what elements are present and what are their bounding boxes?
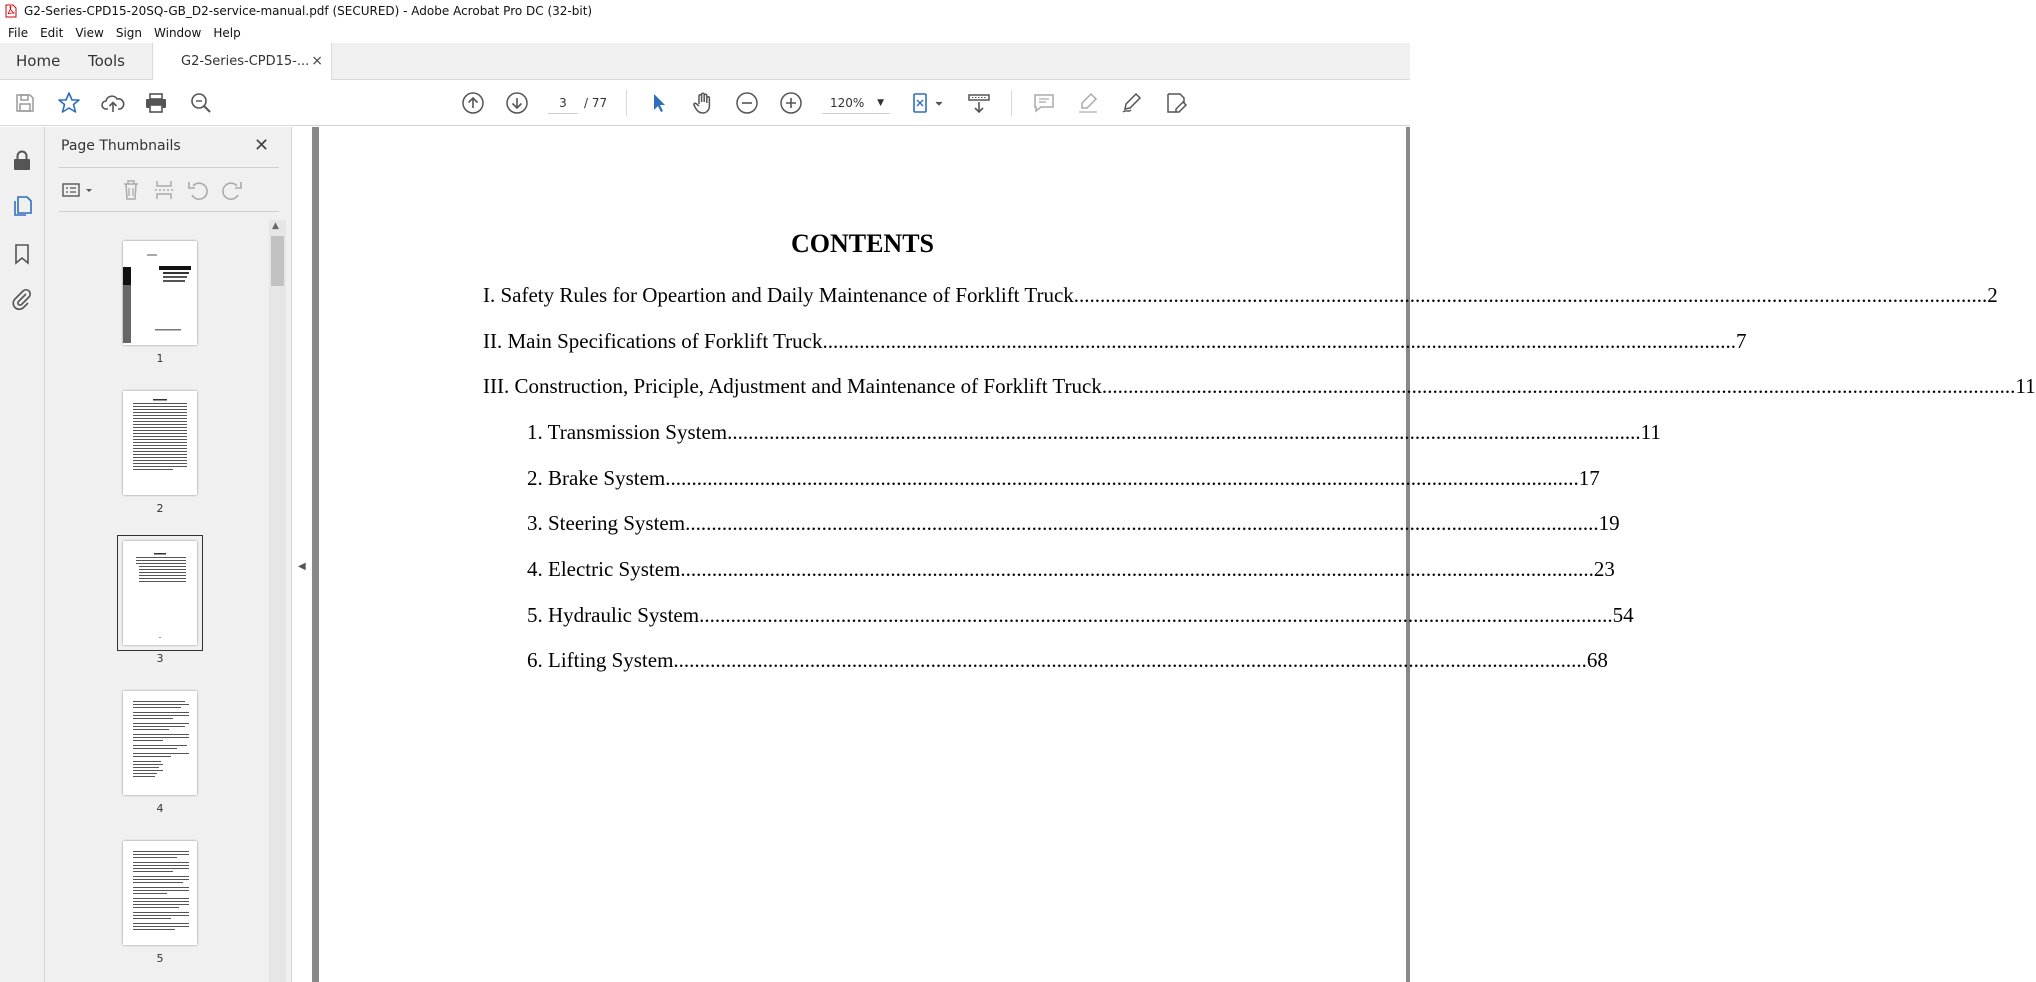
upload-cloud-icon[interactable] — [101, 91, 125, 115]
page-thumbnail-1[interactable] — [123, 241, 197, 345]
delete-page-icon[interactable] — [119, 178, 143, 202]
toc-entry — [527, 466, 1600, 491]
toc-page-number: 11 — [1640, 420, 1661, 444]
toc-entry-text: 3. Steering System — [527, 511, 686, 535]
toc-entry — [483, 374, 2036, 399]
thumbnail-label: 5 — [156, 952, 164, 965]
menu-file[interactable]: File — [8, 25, 29, 40]
page-thumbnail-3-selected[interactable] — [123, 541, 197, 645]
toc-page-number: 68 — [1586, 648, 1608, 672]
thumbnail-label: 2 — [156, 502, 164, 515]
toc-page-number: 23 — [1593, 557, 1615, 581]
toc-leader-dots: .............................................................................................................................................................................. — [727, 420, 1641, 444]
toc-entry-text: 4. Electric System — [527, 557, 681, 581]
bookmark-icon[interactable] — [11, 243, 33, 265]
attachment-paperclip-icon[interactable] — [11, 288, 33, 310]
fill-sign-icon[interactable] — [1120, 91, 1144, 115]
panel-collapse-strip[interactable] — [292, 127, 312, 982]
contents-heading: CONTENTS — [790, 229, 935, 258]
panel-divider — [59, 211, 279, 212]
pdf-page — [319, 127, 2036, 982]
toc-leader-dots: .............................................................................................................................................................................. — [673, 648, 1587, 672]
zoom-out-icon[interactable] — [735, 91, 759, 115]
edit-pdf-icon[interactable] — [1164, 91, 1188, 115]
toc-entry — [527, 420, 1661, 445]
tab-tools[interactable]: Tools — [88, 52, 125, 70]
page-thumbnail-2[interactable] — [123, 391, 197, 495]
rotate-left-icon[interactable] — [186, 178, 210, 202]
page-total: / 77 — [584, 96, 608, 110]
toc-leader-dots: .............................................................................................................................................................................. — [1101, 374, 2016, 398]
zoom-level-value: 120% — [830, 96, 865, 110]
panel-divider — [59, 167, 279, 168]
panel-title: Page Thumbnails — [61, 138, 181, 154]
toc-entry-text: 2. Brake System — [527, 466, 666, 490]
next-page-icon[interactable] — [505, 91, 529, 115]
thumbnail-label: 4 — [156, 802, 164, 815]
toolbar-divider — [626, 90, 627, 116]
collapse-arrow-icon[interactable]: ◀ — [298, 561, 306, 572]
hand-tool-icon[interactable] — [691, 91, 715, 115]
toc-leader-dots: .............................................................................................................................................................................. — [685, 511, 1599, 535]
toc-entry — [527, 557, 1615, 582]
tab-bar — [0, 43, 1410, 80]
fit-page-icon[interactable] — [911, 91, 945, 115]
zoom-in-icon[interactable] — [779, 91, 803, 115]
toc-entry-text: 1. Transmission System — [527, 420, 728, 444]
toolbar-divider — [1011, 90, 1012, 116]
page-thumbnails-panel — [45, 127, 292, 982]
zoom-level-select[interactable] — [822, 92, 890, 114]
print-icon[interactable] — [144, 91, 168, 115]
main-toolbar — [0, 80, 1410, 126]
toc-entry-text: I. Safety Rules for Opeartion and Daily Maintenance of Forklift Truck — [483, 283, 1074, 307]
title-bar — [0, 0, 1410, 22]
toc-page-number: 54 — [1612, 603, 1634, 627]
toc-entry — [527, 511, 1620, 536]
toc-entry — [483, 329, 1747, 354]
save-icon[interactable] — [13, 91, 37, 115]
scroll-up-arrow-icon[interactable]: ▲ — [272, 221, 279, 231]
tab-document[interactable] — [152, 43, 332, 80]
chevron-down-icon: ▼ — [877, 98, 884, 108]
toc-page-number: 2 — [1987, 283, 1998, 307]
scrollbar-thumb[interactable] — [271, 236, 284, 286]
toc-leader-dots: .............................................................................................................................................................................. — [822, 329, 1736, 353]
toc-leader-dots: .............................................................................................................................................................................. — [665, 466, 1579, 490]
lock-security-icon[interactable] — [11, 149, 33, 171]
toc-leader-dots: .............................................................................................................................................................................. — [699, 603, 1613, 627]
toc-entry-text: II. Main Specifications of Forklift Truck — [483, 329, 823, 353]
menu-view[interactable]: View — [75, 25, 104, 40]
toc-page-number: 7 — [1735, 329, 1747, 353]
toc-entry — [527, 648, 1608, 673]
thumbnail-label: 1 — [156, 352, 164, 365]
toc-leader-dots: .............................................................................................................................................................................. — [1073, 283, 1988, 307]
menu-edit[interactable]: Edit — [40, 25, 64, 40]
page-thumbnail-4[interactable] — [123, 691, 197, 795]
menu-window[interactable]: Window — [154, 25, 202, 40]
page-thumbnails-icon[interactable] — [11, 195, 33, 217]
select-cursor-icon[interactable] — [647, 91, 671, 115]
acrobat-pdf-icon — [4, 4, 18, 18]
toc-entry-text: 6. Lifting System — [527, 648, 674, 672]
panel-close-icon[interactable]: ✕ — [254, 135, 270, 156]
rotate-right-icon[interactable] — [220, 178, 244, 202]
star-bookmark-icon[interactable] — [57, 91, 81, 115]
toc-leader-dots: .............................................................................................................................................................................. — [680, 557, 1594, 581]
menu-sign[interactable]: Sign — [115, 25, 143, 40]
toc-page-number: 19 — [1598, 511, 1620, 535]
toc-page-number: 17 — [1578, 466, 1600, 490]
thumbnail-options-menu-icon[interactable] — [61, 178, 97, 202]
thumbnails-scrollbar[interactable] — [269, 220, 286, 982]
tab-document-label: G2-Series-CPD15-... — [181, 54, 310, 69]
menu-bar — [0, 22, 1410, 43]
left-navigation-rail — [0, 127, 45, 982]
toc-entry — [483, 283, 1998, 308]
comment-icon[interactable] — [1032, 91, 1056, 115]
tab-home[interactable]: Home — [16, 52, 61, 70]
scroll-mode-icon[interactable] — [967, 91, 991, 115]
search-zoom-icon[interactable] — [189, 91, 213, 115]
window-title: G2-Series-CPD15-20SQ-GB_D2-service-manual.pdf (SECURED) - Adobe Acrobat Pro DC (32-bit) — [24, 4, 593, 18]
previous-page-icon[interactable] — [461, 91, 485, 115]
toc-entry-text: III. Construction, Priciple, Adjustment and Maintenance of Forklift Truck — [483, 374, 1102, 398]
menu-help[interactable]: Help — [213, 25, 241, 40]
highlight-pen-icon[interactable] — [1076, 91, 1100, 115]
insert-page-icon[interactable] — [152, 178, 176, 202]
tab-close-icon[interactable]: × — [311, 53, 323, 69]
document-viewport — [312, 127, 2036, 982]
toc-page-number: 11 — [2015, 374, 2036, 398]
thumbnail-label: 3 — [156, 652, 164, 665]
page-thumbnail-5[interactable] — [123, 841, 197, 945]
page-number-input[interactable]: 3 — [548, 92, 578, 114]
toc-entry-text: 5. Hydraulic System — [527, 603, 700, 627]
toc-entry — [527, 603, 1634, 628]
